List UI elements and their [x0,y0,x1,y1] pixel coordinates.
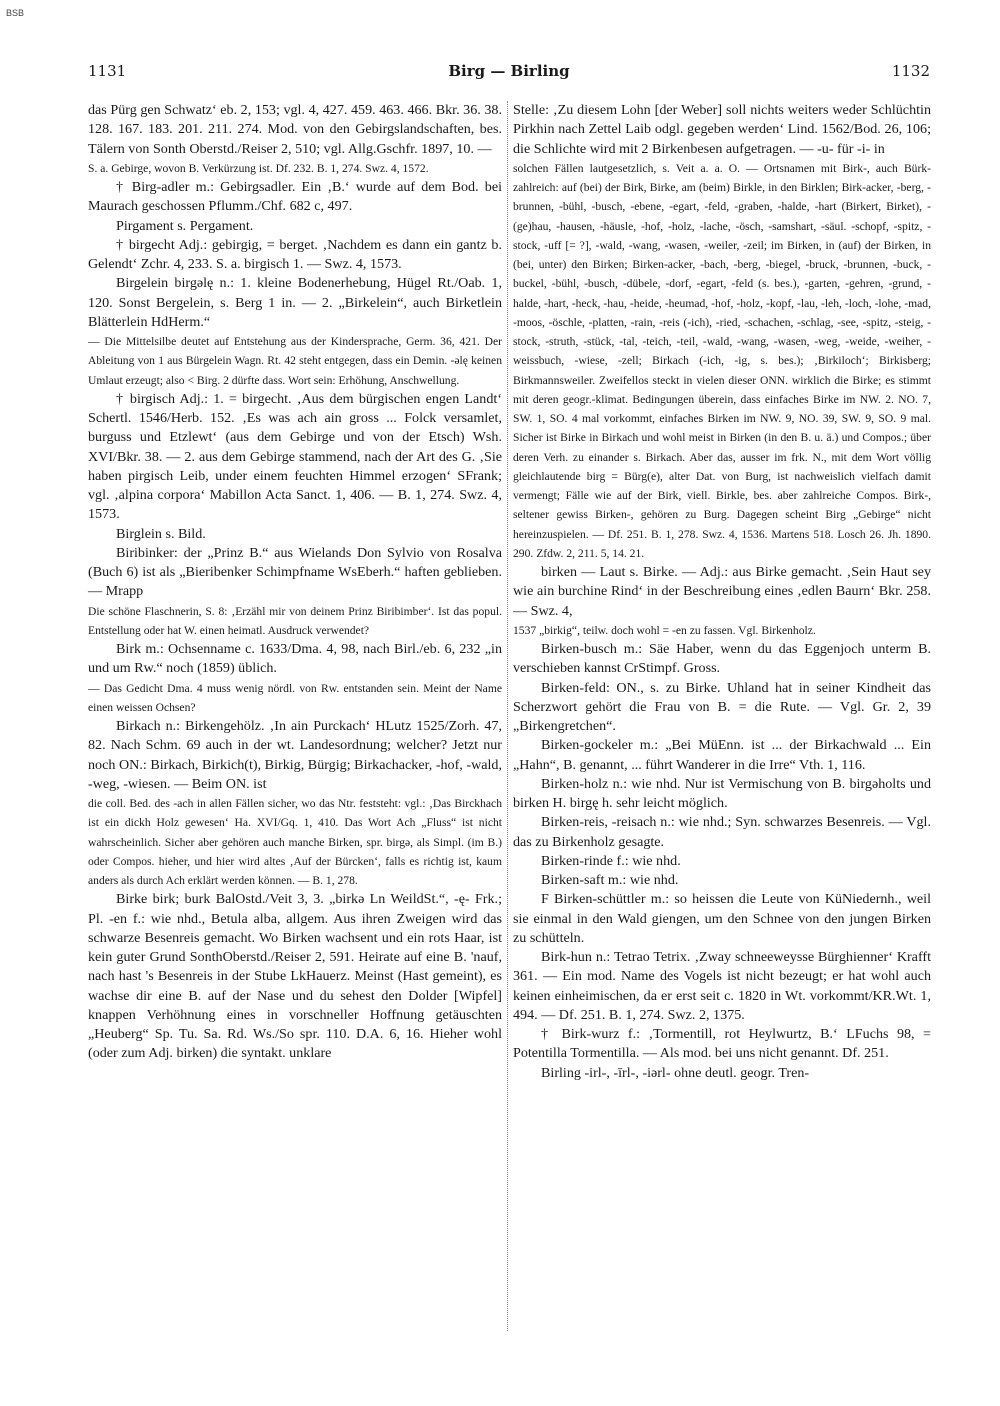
dictionary-entry: Birglein s. Bild. [116,525,206,542]
page-header [88,62,930,86]
dictionary-entry: Pirgament s. Pergament. [116,217,254,234]
dictionary-entry: Birken-holz n.: wie nhd. Nur ist Vermischung von B. birgәholts und birken H. birgę h. sehr leicht möglich. [513,775,931,811]
dictionary-entry: Birgelein birgәlę n.: 1. kleine Bodenerhebung, Hügel Rt./Oab. 1, 120. Sonst Bergelein, s. Berg 1 in. — 2. „Birkelein“, auch Birketlein Blätterlein HdHerm.“ [88,275,502,330]
left-column [88,101,502,1064]
dictionary-entry: † birgisch Adj.: 1. = birgecht. ‚Aus dem bürgischen engen Landt‘ Schertl. 1546/Herb. 152. ‚Es was ach ain gross ... Folck versamlet, burguss und Etzlewt‘ (aus dem Gebirge und von der Etsch) Wsh. XVI/Bkr. 38. — 2. aus dem Gebirge stammend, nach der Art des G. ‚Sie haben pirgisch Leib, under einem feuchten Himmel erzogen‘ SFrank; vgl. ‚alpina corpora‘ Mabillon Acta Sanct. 1, 406. — B. 1, 274. Swz. 4, 1573. [88,390,502,523]
dictionary-note: 1537 „birkig“, teilw. doch wohl = -en zu fassen. Vgl. Birkenholz. [513,623,816,637]
dictionary-note: — Die Mittelsilbe deutet auf Entstehung aus der Kindersprache, Germ. 36, 421. Der Ableitung von 1 aus Bürgelein Wagn. Rt. 42 steht entgegen, dass ein Demin. -әlę keinen Umlaut erzeugt; also < Birg. 2 dürfte dass. Wort sein: Erhöhung, Anschwellung. [88,335,502,387]
dictionary-entry: birken — Laut s. Birke. — Adj.: aus Birke gemacht. ‚Sein Haut sey wie ain burchine Rind‘ in der Beschreibung eines ‚edlen Baurn‘ Bkr. 258. — Swz. 4, [513,564,931,619]
dictionary-note: — Das Gedicht Dma. 4 muss wenig nördl. von Rw. entstanden sein. Meint der Name einen weissen Ochsen? [88,681,502,714]
dictionary-entry: Birken-busch m.: Säe Haber, wenn du das Eggenjoch unterm B. verschieben kannst CrStimpf. Gross. [513,641,931,677]
dictionary-entry: † Birk-wurz f.: ‚Tormentill, rot Heylwurtz, B.‘ LFuchs 98, = Potentilla Tormentilla. — Als mod. bei uns nicht genannt. Df. 251. [513,1026,931,1062]
dictionary-entry: Birken-reis, -reisach n.: wie nhd.; Syn. schwarzes Besenreis. — Vgl. das zu Birkenholz gesagte. [513,814,931,850]
dictionary-entry: Birken-rinde f.: wie nhd. [541,852,681,869]
library-stamp: BSB [6,8,25,18]
dictionary-entry: Biribinker: der „Prinz B.“ aus Wielands Don Sylvio von Rosalva (Buch 6) ist als „Bieribenker Schimpfname WsEberh.“ haften geblieben. — Mrapp [88,544,502,600]
dictionary-entry: † birgecht Adj.: gebirgig, = berget. ‚Nachdem es dann ein gantz b. Gelendt‘ Zchr. 4, 233. S. a. birgisch 1. — Swz. 4, 1573. [88,236,502,272]
dictionary-note: solchen Fällen lautgesetzlich, s. Veit a. a. O. — Ortsnamen mit Birk-, auch Bürk- zahlreich: auf (bei) der Birk, Birke, am (beim) Birkle, in den Birklen; Birk-acker, -berg, -brunnen, -bühl, -busch, -ebene, -egart, -feld, -graben, -halde, -hart (Birkert, Birket), -(ge)hau, -hausen, -häusle, -hof, -holz, -lache, -ösch, -samshart, -säul. -schopf, -spitz, -stock, -uff [= ?], -wald, -wang, -wasen, -weiler, -zeil; im Birken, in (auf) der Birken, in (bei, unter) den Birken; Birken-acker, -bach, -berg, -biegel, -bruck, -brunnen, -buck, -buckel, -bühl, -busch, -dübele, -dorf, -egart, -feld (s. bes.), -garten, -gehren, -grund, -halde, -hart, -heck, -hau, -heide, -heumad, -hof, -holz, -kopf, -lau, -leh, -loch, -lohe, -mad, -moos, -öschle, -platten, -rain, -reis (-ich), -ried, -schachen, -schlag, -see, -spitz, -steig, -stock, -struth, -stück, -tal, -teich, -teil, -wald, -wang, -wasen, -weg, -weide, -weiher, -weissbuch, -wiese, -zell; Birkach (-ich, -ig, s. bes.); ‚Birkiloch‘; Birkisberg; Birkmannsweiler. Zweifellos steckt in vielen dieser ONN. wirklich die Birke; es stimmt mit deren geogr.-klimat. Bedingungen überein, dass einfaches Birke im NW. 2. NO. 7, SW. 1, SO. 4 mal vorkommt, einfaches Birken im NW. 9, NO. 39, SW. 9, SO. 9 mal. Sicher ist Birke in Birkach und wohl meist in Birken (in den B. u. ä.) und Compos.; über deren Verh. zu einander s. Birkach. Aber das, ausser im frk. N., mit dem Wort völlig gleichlautende birg = Bürg(e), alter Dat. von Burg, ist nachweislich vielfach damit vermengt; Fälle wie auf der Birk, viell. Birkle, bes. aber zahlreiche Compos. Birk-, seltener gewiss Birken-, gehören zu Burg. Dagegen scheint Birg „Gebirge“ nicht hereinzuspielen. — Df. 251. B. 1, 278. Swz. 4, 1536. Martens 518. Losch 26. Jh. 1890. 290. Zfdw. 2, 211. 5, 14. 21. [513,161,931,560]
dictionary-entry: F Birken-schüttler m.: so heissen die Leute von KüNiedernh., weil sie einmal in den Wald giengen, um den Schnee von den jungen Birken zu schütteln. [513,891,931,946]
dictionary-entry: Birk m.: Ochsenname c. 1633/Dma. 4, 98, nach Birl./eb. 6, 232 „in und um Rw.“ noch (1859) üblich. [88,641,502,677]
dictionary-entry: das Pürg gen Schwatz‘ eb. 2, 153; vgl. 4, 427. 459. 463. 466. Bkr. 36. 38. 128. 167. 183. 201. 211. 274. Mod. von den Gebirgslandschaften, bes. Tälern von Sonth Oberstd./Reiser 2, 510; vgl. Allg.Gschfr. 1897, 10. — [88,102,502,157]
running-title: Birg — Birling [448,62,570,80]
dictionary-entry: Birken-gockeler m.: „Bei MüEnn. ist ... der Birkachwald ... Ein „Hahn“, B. genannt, ... führt Wanderer in die Irre“ Vth. 1, 116. [513,737,931,773]
right-column [513,101,931,1083]
dictionary-entry: Birken-feld: ON., s. zu Birke. Uhland hat in seiner Kindheit das Scherzwort gehört die Frau von B. = die Rute. — Vgl. Gr. 2, 39 „Birkengretchen“. [513,679,931,734]
dictionary-note: Die schöne Flaschnerin, S. 8: ‚Erzähl mir von deinem Prinz Biribimber‘. Ist das popul. Entstellung oder hat W. einen heimatl. Ausdruck verwendet? [88,604,502,637]
dictionary-entry: Birk-hun n.: Tetrao Tetrix. ‚Zway schneeweysse Bürghienner‘ Krafft 361. — Ein mod. Name des Vogels ist nicht bezeugt; er hat wohl auch keinen einheimischen, da er erst seit c. 1820 in Wt. vorkommt/KR.Wt. 1, 494. — Df. 251. B. 1, 274. Swz. 2, 1375. [513,949,931,1023]
page-number-right: 1132 [891,62,930,80]
dictionary-note: S. a. Gebirge, wovon B. Verkürzung ist. Df. 232. B. 1, 274. Swz. 4, 1572. [88,161,429,175]
dictionary-entry: Stelle: ‚Zu diesem Lohn [der Weber] soll nichts weiters weder Schlüchtin Pirkhin nach Zettel Laib odgl. gegeben werden‘ Lind. 1562/Bod. 26, 106; die Schlichte wird mit 2 Birkenbesen aufgetragen. — -u- für -i- in [513,102,931,157]
page-number-left: 1131 [88,62,127,80]
dictionary-entry: Birken-saft m.: wie nhd. [541,872,679,888]
dictionary-entry: † Birg-adler m.: Gebirgsadler. Ein ‚B.‘ wurde auf dem Bod. bei Maurach geschossen Pflumm./Chf. 682 c, 497. [88,179,502,215]
dictionary-entry: Birke birk; burk BalOstd./Veit 3, 3. „birkә Ln WeildSt.“, -ę- Frk.; Pl. -en f.: wie nhd., Betula alba, allgem. Aus ihren Zweigen wird das schwarze Besenreis gemacht. Wo Birken wachsent und ein rots Haar, ist kein guter Grund SonthOberstd./Reiser 2, 591. Heirate auf eine B. 'nauf, nach hast 's Besenreis in der Stube LkHauerz. Meinst (Hast gemeint), es wachse dir eine B. auf der Nase und du sehest den Dolder [Wipfel] knappen Verhöhnung eines in vorschneller Hoffnung getäuschten „Heuberg“ Sp. Tu. Sa. Rd. Ws./So spr. 110. D.A. 6, 16. Hieher wohl (oder zum Adj. birken) die syntakt. unklare [88,891,502,1062]
column-divider [507,101,509,1331]
dictionary-entry: Birling -irl-, -īrl-, -iәrl- ohne deutl. geogr. Tren- [541,1064,810,1081]
dictionary-note: die coll. Bed. des -ach in allen Fällen sicher, wo das Ntr. feststeht: vgl.: ‚Das Birckhach ist ein dickh Holz gewesen‘ Ha. XVI/Gq. 1, 410. Das Wort Ach „Fluss“ ist nicht wahrscheinlich. Sicher aber gehören auch manche Birken, spr. birgә, als Simpl. (im B.) oder Compos. hieher, und hier wird altes ‚Auf der Bürcken‘, falls es richtig ist, kaum anders als durch Ach erklärt werden können. — B. 1, 278. [88,797,502,887]
dictionary-entry: Birkach n.: Birkengehölz. ‚In ain Purckach‘ HLutz 1525/Zorh. 47, 82. Nach Schm. 69 auch in der wt. Landesordnung; welcher? Jetzt nur noch ON.: Birkach, Birkich(t), Birkig, Bürgig; Birkachacker, -hof, -wald, -weg, -wiesen. — Beim ON. ist [88,718,502,792]
